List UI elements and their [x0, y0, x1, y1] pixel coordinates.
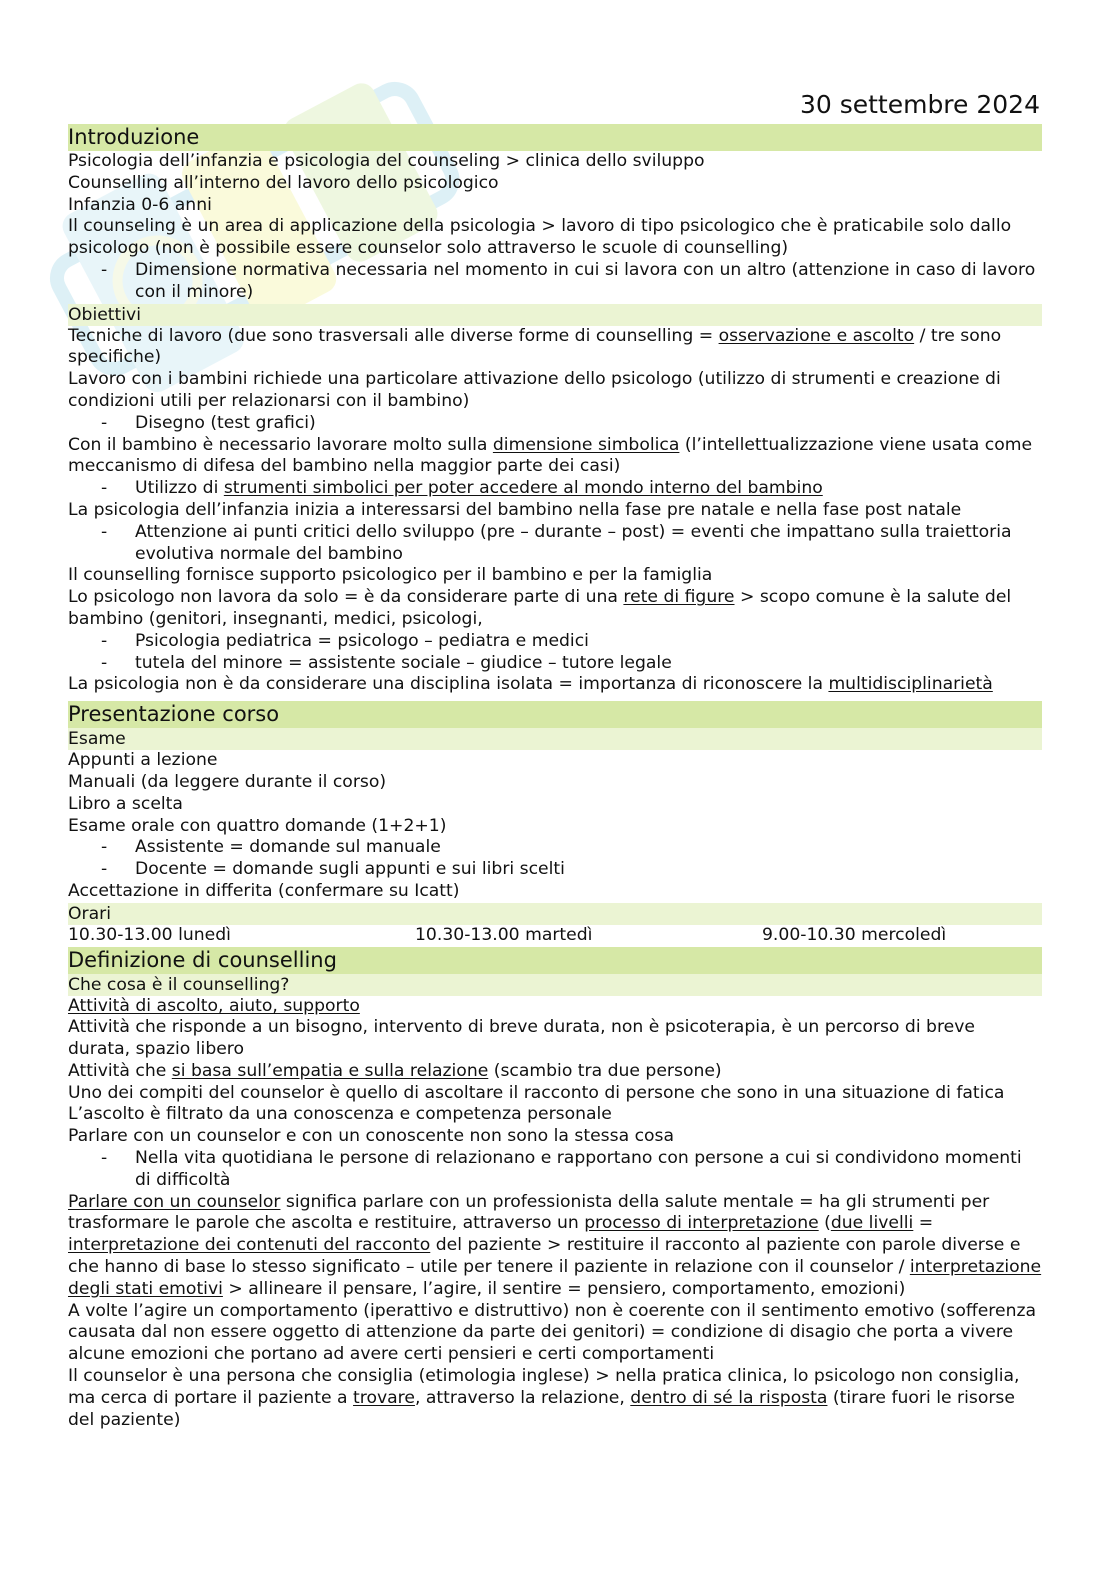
bullet-item: - Assistente = domande sul manuale [68, 837, 1042, 859]
bullet-item: - Disegno (test grafici) [68, 413, 1042, 435]
schedule-wednesday: 9.00-10.30 mercoledì [762, 924, 947, 945]
bullet-item: - Utilizzo di strumenti simbolici per poter accedere al mondo interno del bambino [68, 478, 1042, 500]
subheading-che-cosa: Che cosa è il counselling? [68, 974, 1042, 996]
bullet-item: - Attenzione ai punti critici dello sviluppo (pre – durante – post) = eventi che impattano sulla traiettoria evolutiva normale del bambino [68, 522, 1042, 566]
paragraph-conoscente: Parlare con un counselor e con un conoscente non sono la stessa cosa [68, 1126, 675, 1147]
underlined-line: Attività di ascolto, aiuto, supporto [68, 995, 360, 1016]
document-page [68, 88, 1042, 1431]
paragraph-interpretazione: Parlare con un counselor significa parlare con un professionista della salute mentale = ha gli strumenti per trasformare le parole che ascolta e restituire, attraverso un processo di interpretazione (due livelli = interpretazione dei contenuti del racconto del paziente > restituire il racconto al paziente con parole diverse e che hanno di base lo stesso significato – utile per tenere il paziente in relazione con il counselor / interpretazione degli stati emotivi > allineare il pensare, l’agire, il sentire = pensiero, comportamento, emozioni) [68, 1191, 1042, 1299]
paragraph-bisogno: Attività che risponde a un bisogno, intervento di breve durata, non è psicoterapia, è un percorso di breve durata, spazio libero [68, 1017, 975, 1060]
text-line: Esame orale con quattro domande (1+2+1) [68, 815, 447, 836]
bullet-item: - tutela del minore = assistente sociale – giudice – tutore legale [68, 653, 1042, 675]
paragraph-multidisciplinarieta: La psicologia non è da considerare una disciplina isolata = importanza di riconoscere la multidisciplinarietà [68, 674, 993, 695]
bullet-item: - Docente = domande sugli appunti e sui libri scelti [68, 859, 1042, 881]
paragraph-consiglia: Il counselor è una persona che consiglia (etimologia inglese) > nella pratica clinica, lo psicologo non consiglia, ma cerca di portare il paziente a trovare, attraverso la relazione, dentro di sé la risposta (tirare fuori le risorse del paziente) [68, 1366, 1020, 1430]
heading-introduzione: Introduzione [68, 124, 1042, 151]
heading-presentazione-corso: Presentazione corso [68, 701, 1042, 728]
paragraph-lavoro-bambini: Lavoro con i bambini richiede una particolare attivazione dello psicologo (utilizzo di strumenti e creazione di condizioni utili per relazionarsi con il bambino) [68, 369, 1001, 411]
heading-definizione-counselling: Definizione di counselling [68, 947, 1042, 974]
paragraph-supporto: Il counselling fornisce supporto psicologico per il bambino e per la famiglia [68, 565, 713, 586]
paragraph-comportamento: A volte l’agire un comportamento (iperattivo e distruttivo) non è coerente con il sentimento emotivo (sofferenza causata dal non essere oggetto di attenzione da parte dei genitori) = condizione di disagio che porta a vivere alcune emozioni che portano ad avere certi pensieri e certi comportamenti [68, 1300, 1037, 1365]
bullet-item: - Nella vita quotidiana le persone di relazionano e rapportano con persone a cui si condividono momenti di difficoltà [68, 1148, 1042, 1192]
paragraph-compiti: Uno dei compiti del counselor è quello di ascoltare il racconto di persone che sono in una situazione di fatica [68, 1082, 1005, 1103]
text-line: Counselling all’interno del lavoro dello psicologico [68, 172, 499, 193]
subheading-orari: Orari [68, 903, 1042, 925]
text-line: Il counseling è un area di applicazione della psicologia > lavoro di tipo psicologico che è praticabile solo dallo psicologo (non è possibile essere counselor solo attraverso le scuole di counselling) [68, 216, 1012, 259]
paragraph-tecniche: Tecniche di lavoro (due sono trasversali alle diverse forme di counselling = osservazione e ascolto / tre sono specifiche) [68, 325, 1002, 368]
paragraph-rete-figure: Lo psicologo non lavora da solo = è da considerare parte di una rete di figure > scopo comune è la salute del bambino (genitori, insegnanti, medici, psicologi, [68, 587, 1012, 629]
text-line: Accettazione in differita (confermare su Icatt) [68, 880, 460, 901]
text-line: Psicologia dell’infanzia e psicologia del counseling > clinica dello sviluppo [68, 151, 705, 171]
schedule-row [68, 925, 1042, 947]
paragraph-psicologia-infanzia: La psicologia dell’infanzia inizia a interessarsi del bambino nella fase pre natale e nella fase post natale [68, 499, 962, 520]
bullet-item: - Psicologia pediatrica = psicologo – pediatra e medici [68, 631, 1042, 653]
bullet-item: - Dimensione normativa necessaria nel momento in cui si lavora con un altro (attenzione in caso di lavoro con il minore) [68, 260, 1042, 304]
document-date: 30 settembre 2024 [799, 90, 1040, 119]
paragraph-empatia: Attività che si basa sull’empatia e sulla relazione (scambio tra due persone) [68, 1060, 722, 1081]
schedule-monday: 10.30-13.00 lunedì [68, 924, 231, 945]
subheading-esame: Esame [68, 728, 1042, 750]
paragraph-dimensione-simbolica: Con il bambino è necessario lavorare molto sulla dimensione simbolica (l’intellettualizzazione viene usata come meccanismo di difesa del bambino nella maggior parte dei casi) [68, 434, 1033, 477]
text-line: Manuali (da leggere durante il corso) [68, 771, 387, 792]
text-line: Appunti a lezione [68, 750, 218, 771]
paragraph-ascolto: L’ascolto è filtrato da una conoscenza e competenza personale [68, 1104, 612, 1125]
subheading-obiettivi: Obiettivi [68, 304, 1042, 326]
schedule-tuesday: 10.30-13.00 martedì [415, 924, 593, 945]
text-line: Libro a scelta [68, 793, 183, 814]
text-line: Infanzia 0-6 anni [68, 194, 212, 215]
